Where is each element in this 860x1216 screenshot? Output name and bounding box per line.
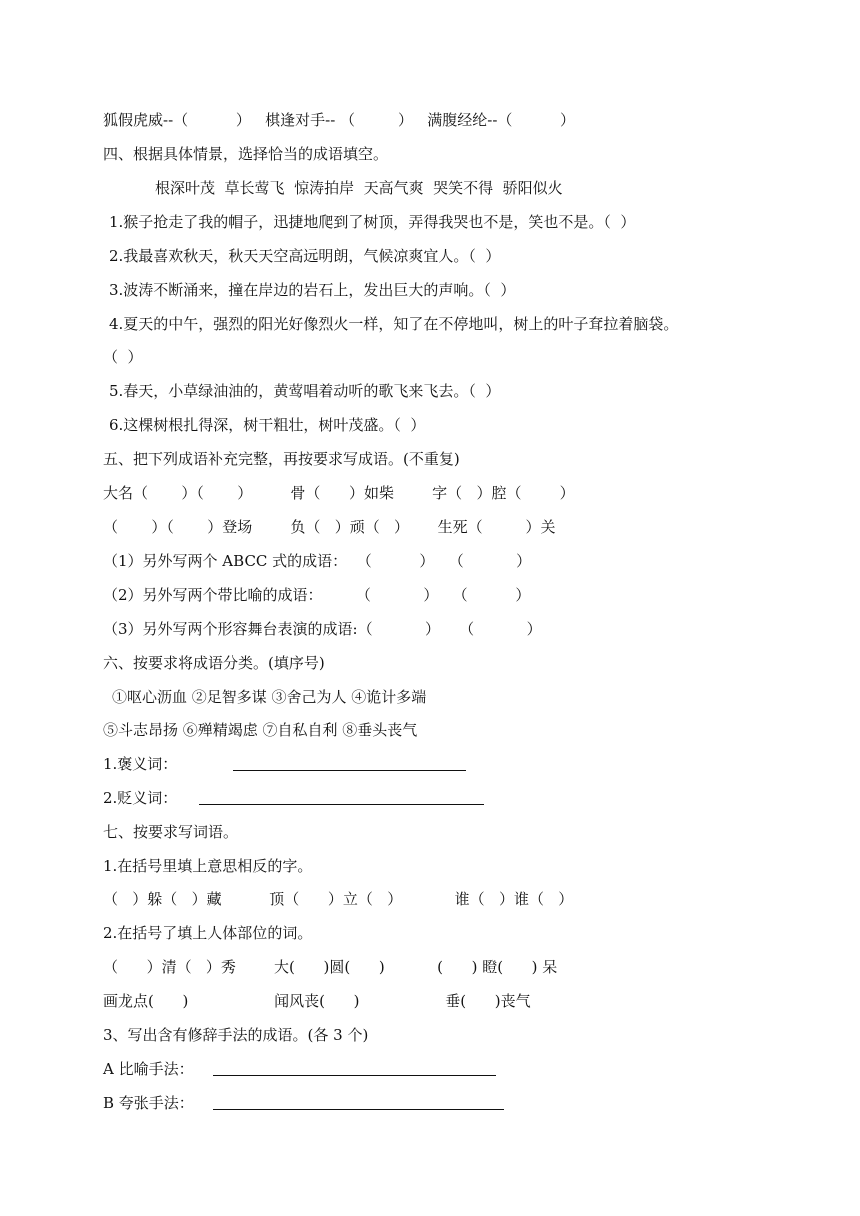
section-five-heading: 五、把下列成语补充完整，再按要求写成语。(不重复) (103, 450, 460, 468)
derogatory-answer-line (199, 804, 484, 805)
body-part-fill-row-1: （ ）清（ ）秀 大( )圆( ) ( ) 瞪( ) 呆 (103, 958, 558, 976)
section-seven-heading: 七、按要求写词语。 (103, 823, 239, 841)
rhetoric-instruction: 3、写出含有修辞手法的成语。(各 3 个) (103, 1026, 369, 1044)
idiom-options-row-2: ⑤斗志昂扬 ⑥殚精竭虑 ⑦自私自利 ⑧垂头丧气 (103, 721, 418, 739)
write-stage-idioms: （3）另外写两个形容舞台表演的成语:（ ） （ ） (103, 620, 542, 638)
commendatory-answer-line (233, 770, 466, 771)
scenario-item-6: 6.这棵树根扎得深，树干粗壮，树叶茂盛。（ ） (109, 416, 426, 434)
antonym-instruction: 1.在括号里填上意思相反的字。 (103, 857, 313, 875)
antonym-fill-row: （ ）躲（ ）藏 顶（ ）立（ ） 谁（ ）谁（ ） (103, 890, 574, 908)
section-four-heading: 四、根据具体情景，选择恰当的成语填空。 (103, 145, 389, 163)
scenario-item-4: 4.夏天的中午，强烈的阳光好像烈火一样，知了在不停地叫，树上的叶子耷拉着脑袋。 (109, 315, 679, 333)
metaphor-answer-line (213, 1075, 496, 1076)
exaggeration-label: B 夸张手法： (103, 1094, 194, 1112)
idiom-complete-row-1: 大名（ ）（ ） 骨（ ）如柴 字（ ）腔（ ） (103, 484, 575, 502)
write-metaphor-idioms: （2）另外写两个带比喻的成语： （ ） （ ） (103, 586, 531, 604)
scenario-item-2: 2.我最喜欢秋天，秋天天空高远明朗，气候凉爽宜人。（ ） (109, 247, 501, 265)
scenario-item-3: 3.波涛不断涌来，撞在岸边的岩石上，发出巨大的声响。（ ） (109, 281, 516, 299)
idiom-options-row-1: ①呕心沥血 ②足智多谋 ③舍己为人 ④诡计多端 (112, 688, 427, 706)
idiom-fill-row: 狐假虎威--（ ） 棋逢对手-- （ ） 满腹经纶--（ ） (103, 111, 576, 129)
section-six-heading: 六、按要求将成语分类。(填序号) (103, 654, 325, 672)
scenario-item-5: 5.春天，小草绿油油的，黄莺唱着动听的歌飞来飞去。（ ） (109, 382, 501, 400)
metaphor-label: A 比喻手法： (103, 1060, 194, 1078)
scenario-item-4-answer: （ ） (103, 348, 143, 366)
body-part-fill-row-2: 画龙点( ) 闻风丧( ) 垂( )丧气 (103, 992, 531, 1010)
write-abcc-idioms: （1）另外写两个 ABCC 式的成语： （ ） （ ） (103, 552, 532, 570)
commendatory-label: 1.褒义词： (103, 755, 178, 773)
exaggeration-answer-line (213, 1109, 504, 1110)
idiom-word-bank: 根深叶茂 草长莺飞 惊涛拍岸 天高气爽 哭笑不得 骄阳似火 (155, 179, 563, 197)
idiom-complete-row-2: （ ）（ ）登场 负（ ）顽（ ） 生死（ ）关 (103, 518, 556, 536)
derogatory-label: 2.贬义词： (103, 789, 178, 807)
scenario-item-1: 1.猴子抢走了我的帽子，迅捷地爬到了树顶，弄得我哭也不是，笑也不是。（ ） (109, 213, 636, 231)
body-part-instruction: 2.在括号了填上人体部位的词。 (103, 924, 313, 942)
